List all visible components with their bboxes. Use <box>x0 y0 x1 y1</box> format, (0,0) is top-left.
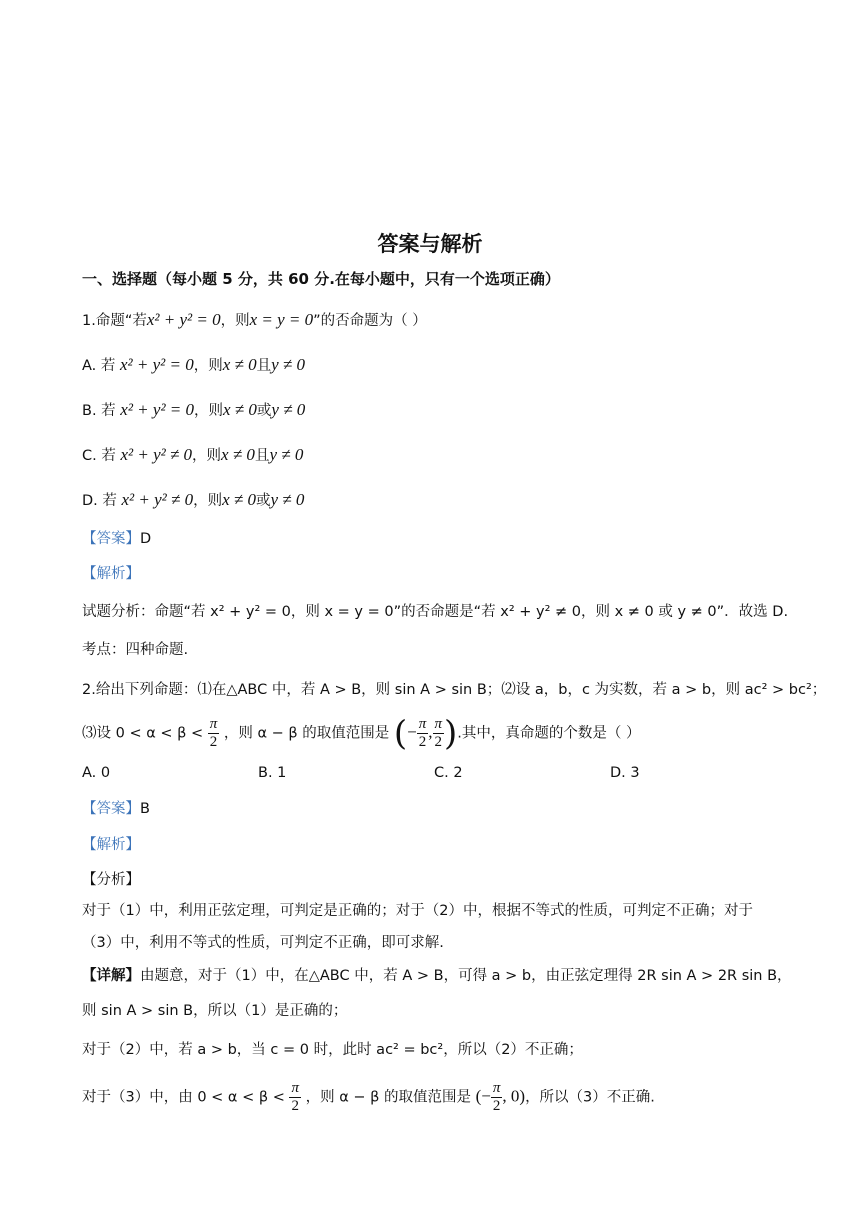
q1-kaodian: 考点：四种命题. <box>82 642 189 658</box>
question-2-stem-line1: 2.给出下列命题：⑴在△ABC 中，若 A > B，则 sin A > sin B；⑵设 a，b，c 为实数，若 a > b，则 ac² > bc²； <box>82 682 827 698</box>
option-label: C. 若 <box>82 448 116 464</box>
question-2-stem-line2 <box>82 713 641 754</box>
q2-detail-line4 <box>82 1080 655 1115</box>
q2-detail-line3: 对于（2）中，若 a > b，当 c = 0 时，此时 ac² = bc²，所以（2）不正确； <box>82 1042 583 1058</box>
open-paren: ( <box>393 713 408 754</box>
neg-pi-over-2-fraction <box>417 716 429 751</box>
fraction-denominator: 2 <box>492 1098 501 1114</box>
interval-end: , 0) <box>502 1086 526 1106</box>
option-conclusion-1: x ≠ 0 <box>222 355 257 374</box>
q1-analysis-text: 试题分析：命题“若 x² + y² = 0，则 x = y = 0”的否命题是“若 x² + y² ≠ 0，则 x ≠ 0 或 y ≠ 0”．故选 D. <box>82 604 789 620</box>
option-conclusion-1: x ≠ 0 <box>223 400 257 419</box>
option-conjunction: 或 <box>256 403 272 419</box>
option-conjunction: 且 <box>254 448 270 464</box>
option-then: ，则 <box>193 358 223 374</box>
neg-pi-over-2-fraction <box>491 1080 503 1115</box>
fraction-numerator: π <box>492 1080 501 1096</box>
detail-tag: 【详解】 <box>82 968 140 984</box>
option-then: ，则 <box>193 493 223 509</box>
q2-analysis-tag: 【解析】 <box>82 837 140 853</box>
comma: , <box>428 722 433 742</box>
option-conjunction: 且 <box>256 358 272 374</box>
option-conclusion-2: y ≠ 0 <box>269 445 304 464</box>
option-condition: x² + y² ≠ 0 <box>120 445 193 464</box>
answer-value: D <box>140 531 152 547</box>
q2-option-d: D. 3 <box>610 765 640 781</box>
option-conclusion-2: y ≠ 0 <box>271 355 306 374</box>
option-conclusion-1: x ≠ 0 <box>222 490 256 509</box>
answer-tag: 【答案】 <box>82 801 140 817</box>
q1-option-d <box>82 489 304 512</box>
option-conclusion-1: x ≠ 0 <box>221 445 255 464</box>
pi-over-2-fraction <box>208 716 220 751</box>
q1-stem-c: ”的否命题为（ ） <box>313 313 427 329</box>
q1-stem-a: 1.命题“若 <box>82 313 147 329</box>
option-condition: x² + y² = 0 <box>120 400 195 419</box>
q1-analysis-tag: 【解析】 <box>82 566 140 582</box>
option-label: A. 若 <box>82 358 116 374</box>
pi-over-2-fraction <box>433 716 445 751</box>
q1-option-c <box>82 444 303 467</box>
detail-part-c: ，所以（3）不正确. <box>525 1089 655 1106</box>
q1-stem-eq: x² + y² = 0 <box>146 310 221 329</box>
q2-fenxi-tag: 【分析】 <box>82 872 140 888</box>
fraction-denominator: 2 <box>209 734 218 750</box>
option-condition: x² + y² ≠ 0 <box>121 490 194 509</box>
fraction-denominator: 2 <box>291 1098 299 1114</box>
q2-detail-line1 <box>82 965 792 987</box>
option-label: D. 若 <box>82 493 117 509</box>
question-1-stem <box>82 309 427 332</box>
q2-fenxi-line2: （3）中，利用不等式的性质，可判定不正确，即可求解. <box>82 935 444 951</box>
option-then: ，则 <box>194 403 224 419</box>
fraction-numerator: π <box>434 716 443 732</box>
q2-answer-line <box>82 798 150 820</box>
q2-option-b: B. 1 <box>258 765 287 781</box>
q2-option-c: C. 2 <box>434 765 463 781</box>
q2-fenxi-line1: 对于（1）中，利用正弦定理，可判定是正确的；对于（2）中，根据不等式的性质，可判定不正确；对于 <box>82 903 753 919</box>
q1-stem-eq2: x = y = 0 <box>249 310 314 329</box>
q2-option-a: A. 0 <box>82 765 111 781</box>
fraction-denominator: 2 <box>434 734 443 750</box>
fraction-denominator: 2 <box>418 734 427 750</box>
fraction-numerator: π <box>291 1080 299 1096</box>
q1-answer-line <box>82 528 151 550</box>
detail-part-b: ，则 α − β 的取值范围是 <box>305 1089 472 1106</box>
option-conjunction: 或 <box>255 493 271 509</box>
pi-over-2-fraction <box>289 1080 301 1115</box>
q2-stem-part-c: .其中，真命题的个数是（ ） <box>457 725 641 742</box>
option-conclusion-2: y ≠ 0 <box>271 400 306 419</box>
section-heading: 一、选择题（每小题 5 分，共 60 分.在每小题中，只有一个选项正确） <box>82 270 560 288</box>
option-conclusion-2: y ≠ 0 <box>270 490 305 509</box>
answer-tag: 【答案】 <box>82 531 140 547</box>
q2-detail-line2: 则 sin A > sin B，所以（1）是正确的； <box>82 1003 348 1019</box>
q2-stem-part-a: ⑶设 0 < α < β < <box>82 725 204 742</box>
option-label: B. 若 <box>82 403 116 419</box>
q1-stem-b: ，则 <box>220 313 250 329</box>
option-then: ，则 <box>192 448 222 464</box>
detail-text: 由题意，对于（1）中，在△ABC 中，若 A > B，可得 a > b，由正弦定理得 2R sin A > 2R sin B， <box>140 968 792 984</box>
option-condition: x² + y² = 0 <box>120 355 194 374</box>
minus-sign: − <box>407 722 417 742</box>
q2-stem-part-b: ，则 α − β 的取值范围是 <box>223 725 390 742</box>
q1-option-a <box>82 354 305 377</box>
page-title: 答案与解析 <box>377 232 483 256</box>
q1-option-b <box>82 399 305 422</box>
open-paren: (− <box>475 1086 491 1106</box>
detail-part-a: 对于（3）中，由 0 < α < β < <box>82 1089 285 1106</box>
close-paren: ) <box>444 713 458 754</box>
fraction-numerator: π <box>209 716 218 732</box>
answer-value: B <box>140 801 150 817</box>
fraction-numerator: π <box>418 716 427 732</box>
